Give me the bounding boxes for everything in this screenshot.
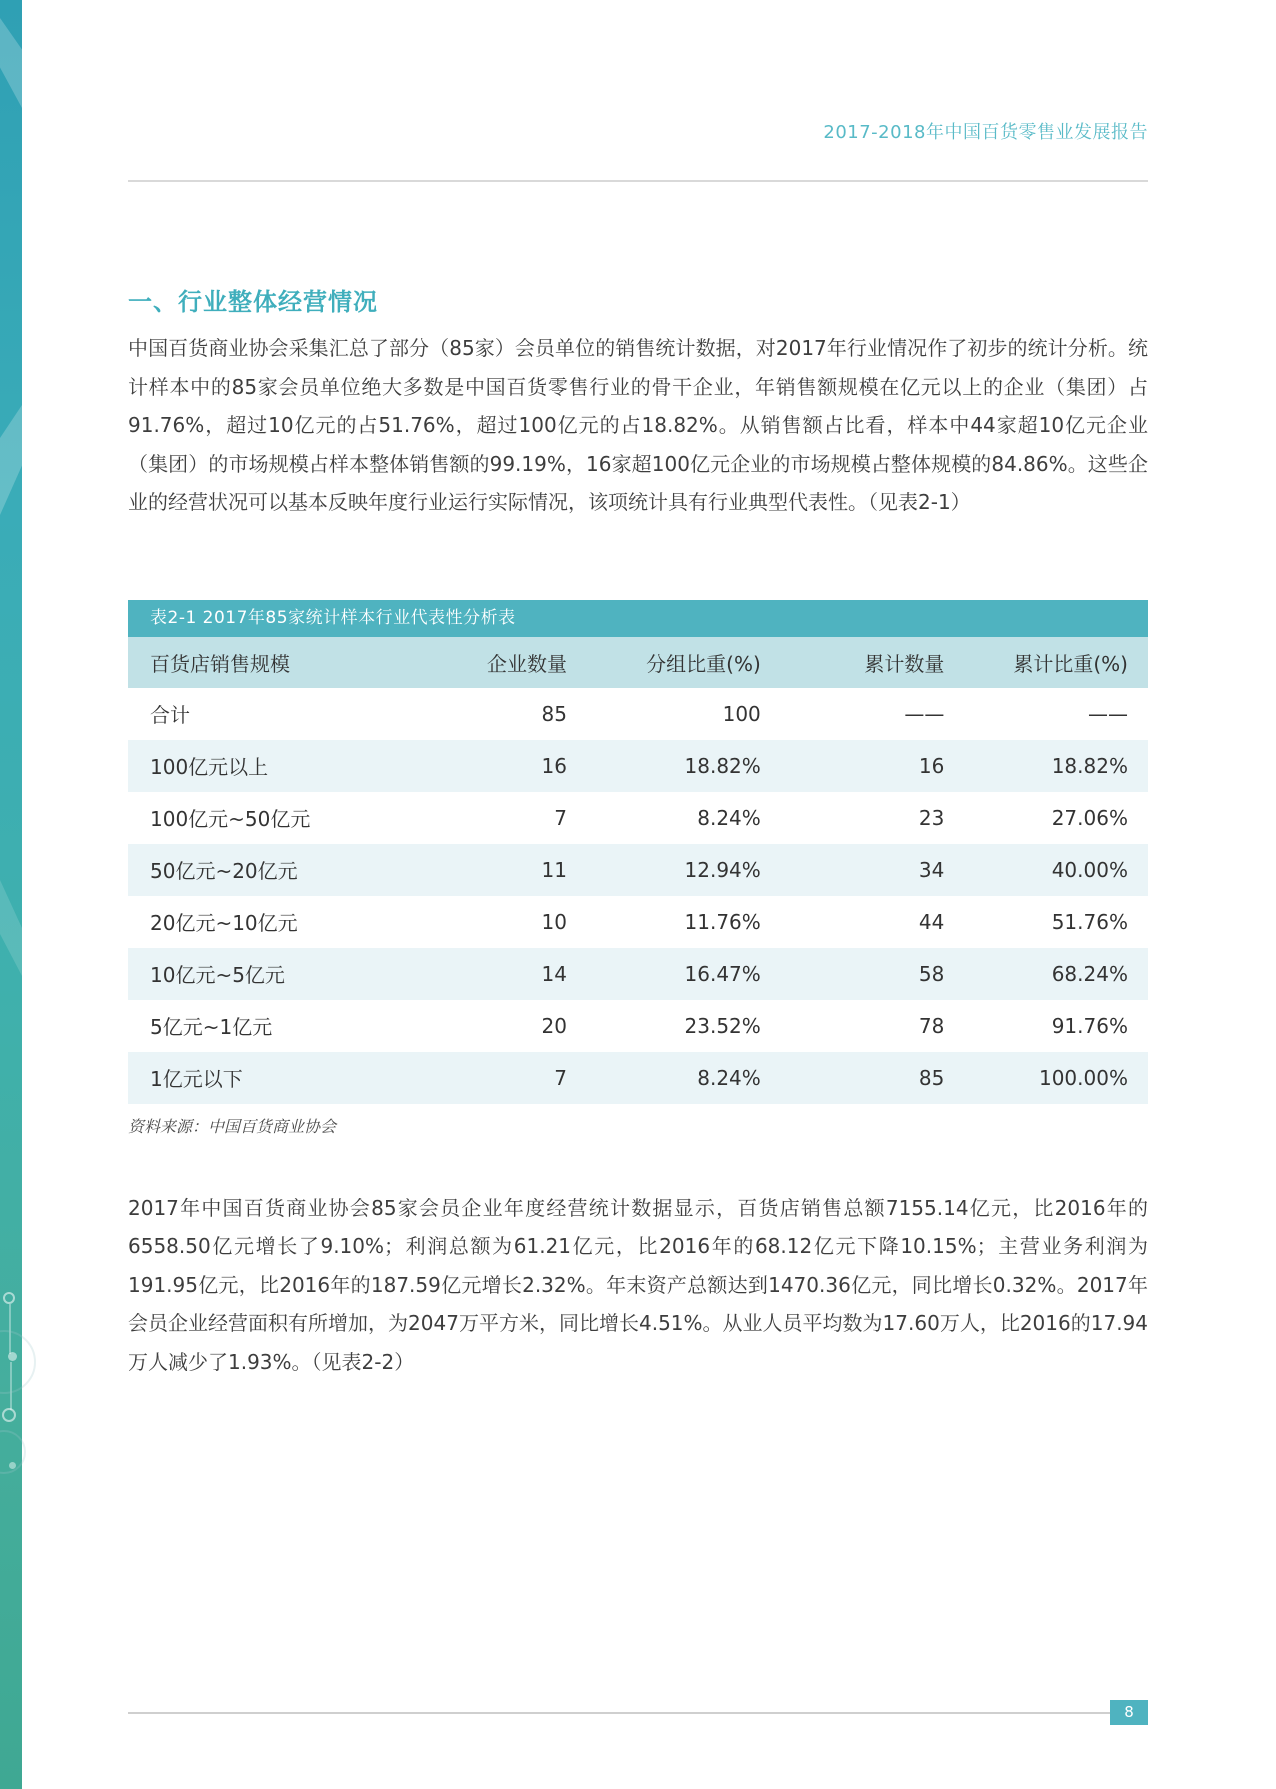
table-cell: 51.76%	[1051, 909, 1128, 934]
page-number-badge: 8	[1110, 1700, 1148, 1725]
table-cell: 85	[541, 701, 567, 726]
column-header: 百货店销售规模	[150, 651, 290, 676]
strip-node-decoration	[3, 1292, 15, 1304]
table-cell: 11.76%	[684, 909, 761, 934]
table-cell: 58	[918, 961, 945, 986]
table-source-note: 资料来源：中国百货商业协会	[128, 1116, 337, 1136]
column-header: 累计数量	[864, 651, 945, 676]
column-header: 累计比重(%)	[1013, 651, 1128, 676]
table-cell: 18.82%	[684, 753, 761, 778]
paragraph-operating-statistics: 2017年中国百货商业协会85家会员企业年度经营统计数据显示，百货店销售总额7155.14亿元，比2016年的6558.50亿元增长了9.10%；利润总额为61.21亿元，比2016年的68.12亿元下降10.15%；主营业务利润为191.95亿元，比2016年的187.59亿元增长2.32%。年末资产总额达到1470.36亿元，同比增长0.32%。2017年会员企业经营面积有所增加，为2047万平方米，同比增长4.51%。从业人员平均数为17.60万人，比2016的17.94万人减少了1.93%。（见表2-2）	[128, 1195, 1148, 1374]
table-cell: 23	[918, 805, 945, 830]
header-divider	[128, 180, 1148, 182]
column-header: 分组比重(%)	[646, 651, 761, 676]
table-row	[128, 896, 1148, 948]
table-cell: 12.94%	[684, 857, 761, 882]
page-content	[128, 0, 1148, 1381]
faint-circle-decoration	[0, 1330, 36, 1394]
table-cell: 16	[541, 753, 567, 778]
table-cell: ——	[1087, 701, 1128, 726]
table-cell: 8.24%	[697, 1065, 761, 1090]
table-title: 表2-1 2017年85家统计样本行业代表性分析表	[128, 600, 1148, 637]
table-cell: 68.24%	[1051, 961, 1128, 986]
table-cell: 100.00%	[1038, 1065, 1128, 1090]
table-row	[128, 1052, 1148, 1104]
table-cell: 23.52%	[684, 1013, 761, 1038]
table-cell: 5亿元~1亿元	[150, 1015, 273, 1039]
table-cell: ——	[904, 701, 945, 726]
table-cell: 27.06%	[1051, 805, 1128, 830]
table-row	[128, 688, 1148, 740]
table-cell: 20亿元~10亿元	[150, 911, 298, 935]
sample-analysis-table	[128, 600, 1148, 1104]
strip-wedge-decoration	[0, 880, 22, 1000]
table-header-row	[128, 637, 1148, 688]
report-header-title: 2017-2018年中国百货零售业发展报告	[823, 122, 1148, 143]
table-cell: 7	[554, 1065, 567, 1090]
table-cell: 100亿元以上	[150, 755, 269, 779]
strip-node-decoration	[2, 1408, 16, 1422]
section-heading: 一、行业整体经营情况	[128, 288, 378, 316]
table-row	[128, 792, 1148, 844]
table-cell: 8.24%	[697, 805, 761, 830]
table-cell: 10亿元~5亿元	[150, 963, 285, 987]
table-cell: 16	[918, 753, 945, 778]
footer-divider	[128, 1712, 1148, 1714]
table-cell: 18.82%	[1051, 753, 1128, 778]
table-body	[128, 688, 1148, 1104]
strip-wedge-decoration	[0, 18, 22, 108]
table-cell: 10	[541, 909, 567, 934]
table-cell: 11	[541, 857, 567, 882]
table-cell: 16.47%	[684, 961, 761, 986]
table-cell: 100	[722, 701, 761, 726]
table-row	[128, 844, 1148, 896]
table-cell: 50亿元~20亿元	[150, 859, 298, 883]
table-cell: 34	[918, 857, 945, 882]
table-cell: 44	[918, 909, 945, 934]
decorative-side-strip	[0, 0, 22, 1789]
table-cell: 7	[554, 805, 567, 830]
table-row	[128, 1000, 1148, 1052]
table-cell: 91.76%	[1051, 1013, 1128, 1038]
faint-circle-decoration	[0, 1430, 26, 1474]
table-cell: 78	[918, 1013, 945, 1038]
table-cell: 20	[541, 1013, 567, 1038]
column-header: 企业数量	[486, 651, 567, 676]
strip-wedge-decoration	[0, 405, 22, 515]
paragraph-industry-overview: 中国百货商业协会采集汇总了部分（85家）会员单位的销售统计数据，对2017年行业情况作了初步的统计分析。统计样本中的85家会员单位绝大多数是中国百货零售行业的骨干企业，年销售额规模在亿元以上的企业（集团）占91.76%，超过10亿元的占51.76%，超过100亿元的占18.82%。从销售额占比看，样本中44家超10亿元企业（集团）的市场规模占样本整体销售额的99.19%，16家超100亿元企业的市场规模占整体规模的84.86%。这些企业的经营状况可以基本反映年度行业运行实际情况，该项统计具有行业典型代表性。（见表2-1）	[128, 336, 1148, 514]
table-row	[128, 948, 1148, 1000]
table-cell: 100亿元~50亿元	[150, 807, 311, 831]
table-cell: 40.00%	[1051, 857, 1128, 882]
table-row	[128, 740, 1148, 792]
table-cell: 14	[541, 961, 567, 986]
table-cell: 85	[918, 1065, 945, 1090]
table-cell: 合计	[150, 703, 190, 727]
table-cell: 1亿元以下	[150, 1067, 243, 1091]
